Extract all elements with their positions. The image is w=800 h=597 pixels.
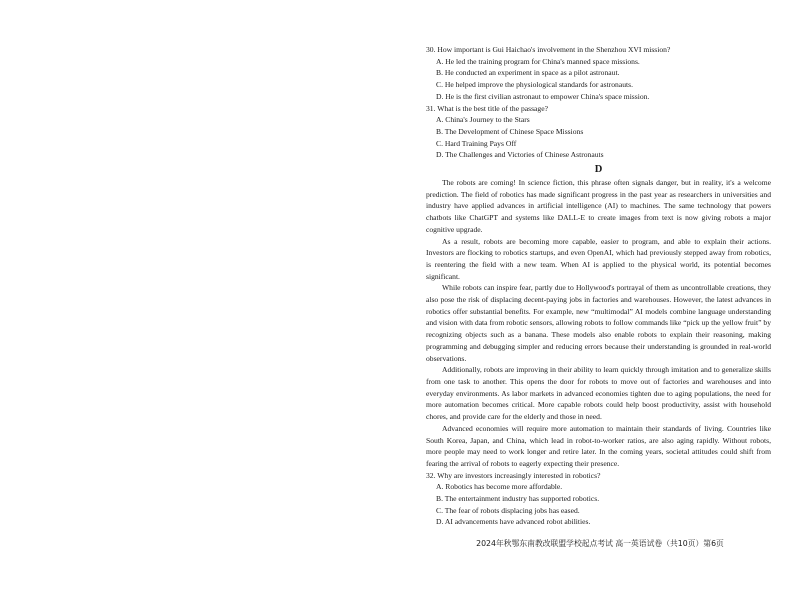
question-32-stem: 32. Why are investors increasingly interested in robotics?	[426, 470, 601, 480]
question-31-option-d: D. The Challenges and Victories of Chinese Astronauts	[436, 150, 604, 160]
passage-paragraph-2: As a result, robots are becoming more capable, easier to program, and able to explain their actions. Investors are flocking to robotics startups, and even OpenAI, which had previously stepped away from robotics, is reentering the field with a new team. When AI is applied to the physical world, its potential becomes significant.	[426, 236, 771, 281]
question-31-option-c: C. Hard Training Pays Off	[436, 138, 517, 148]
exam-column	[426, 44, 771, 528]
question-32-option-b: B. The entertainment industry has supported robotics.	[436, 494, 600, 504]
question-32	[426, 470, 771, 529]
question-31-option-a: A. China's Journey to the Stars	[436, 115, 530, 125]
passage-paragraph-3: While robots can inspire fear, partly due to Hollywood's portrayal of them as uncontrollable creations, they also pose the risk of displacing decent-paying jobs in factories and warehouses. However, the latest advances in robotics offer substantial benefits. For example, new “multimodal” AI models combine language understanding and vision with data from robotic sensors, allowing robots to follow commands like “pick up the yellow fruit” by recognizing objects such as a banana. These models also enable robots to explain their reasoning, making programming and debugging simpler and reducing errors because their understanding is grounded in real-world observations.	[426, 283, 771, 363]
question-32-option-a: A. Robotics has become more affordable.	[436, 482, 563, 492]
question-32-option-d: D. AI advancements have advanced robot abilities.	[436, 517, 591, 527]
question-30-option-c: C. He helped improve the physiological standards for astronauts.	[436, 80, 633, 90]
question-31-stem: 31. What is the best title of the passage?	[426, 103, 548, 113]
passage-d	[426, 177, 771, 470]
passage-paragraph-5: Advanced economies will require more automation to maintain their standards of living. Countries like South Korea, Japan, and China, which lead in robot-to-worker ratios, are also aging rapidly. Without robots, more people may need to work longer and retire later. In the coming years, societal attitudes could shift from fearing the arrival of robots to eagerly expecting their presence.	[426, 423, 771, 468]
question-30-stem: 30. How important is Gui Haichao's involvement in the Shenzhou XVI mission?	[426, 45, 671, 54]
question-30	[426, 44, 771, 103]
passage-paragraph-4: Additionally, robots are improving in their ability to learn quickly through imitation and to generalize skills from one task to another. This opens the door for robots to move out of factories and warehouses and into everyday environments. As labor markets in advanced economies tighten due to aging populations, the need for more automation becomes critical. More capable robots could help boost productivity, assist with household chores, and provide care for the elderly and those in need.	[426, 365, 771, 422]
question-31-option-b: B. The Development of Chinese Space Missions	[436, 126, 584, 136]
page-footer: 2024年秋鄂东南教改联盟学校起点考试 高一英语试卷（共10页）第6页	[476, 539, 724, 548]
question-32-option-c: C. The fear of robots displacing jobs has eased.	[436, 505, 580, 515]
passage-paragraph-1: The robots are coming! In science fiction, this phrase often signals danger, but in reality, it's a welcome prediction. The field of robotics has made significant progress in the past year as researchers in universities and industry have applied advances in artificial intelligence (AI) to machines. The same technology that powers chatbots like ChatGPT and systems like DALL-E to create images from text is now giving robots a major cognitive upgrade.	[426, 178, 771, 234]
question-31	[426, 103, 771, 162]
section-heading: D	[594, 164, 603, 176]
question-30-option-a: A. He led the training program for China's manned space missions.	[436, 56, 640, 66]
question-30-option-b: B. He conducted an experiment in space as a pilot astronaut.	[436, 68, 620, 78]
question-30-option-d: D. He is the first civilian astronaut to empower China's space mission.	[436, 91, 650, 101]
